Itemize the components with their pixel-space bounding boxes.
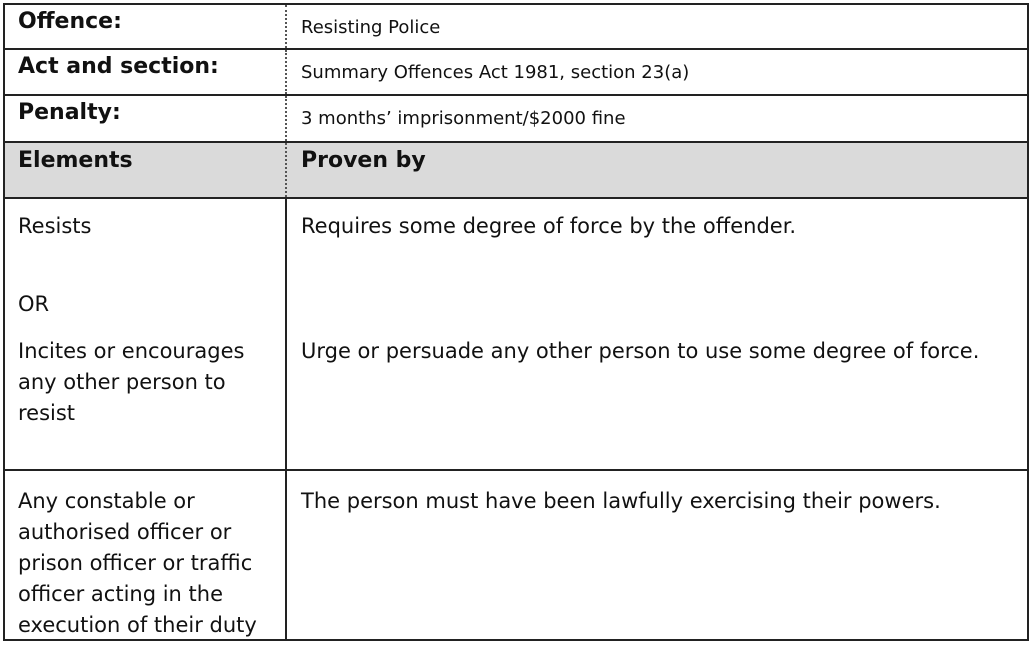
proven-by-header: Proven by (301, 148, 426, 173)
elements-header: Elements (18, 148, 133, 173)
offence-label-cell (5, 5, 287, 48)
incites-proof-text: Urge or persuade any other person to use some degree of force. (301, 339, 980, 363)
resists-proof-cell (287, 199, 1027, 469)
penalty-value: 3 months’ imprisonment/$2000 fine (301, 108, 626, 129)
or-text: OR (18, 292, 50, 316)
offence-table (3, 3, 1029, 641)
penalty-value-cell (287, 96, 1027, 141)
constable-proof-text: The person must have been lawfully exercising their powers. (301, 489, 941, 513)
elements-header-cell (5, 143, 287, 197)
resists-text: Resists (18, 214, 92, 238)
penalty-label: Penalty: (18, 100, 121, 125)
offence-row (5, 5, 1027, 50)
penalty-row (5, 96, 1027, 143)
constable-proof-cell (287, 471, 1027, 639)
constable-element-cell (5, 471, 287, 639)
act-value: Summary Offences Act 1981, section 23(a) (301, 62, 690, 83)
proven-by-header-cell (287, 143, 1027, 197)
act-value-cell (287, 50, 1027, 94)
act-label: Act and section: (18, 54, 219, 79)
constable-element-row (5, 471, 1027, 639)
offence-value: Resisting Police (301, 17, 441, 38)
table-header-row (5, 143, 1027, 199)
resists-proof-text: Requires some degree of force by the offender. (301, 214, 797, 238)
offence-value-cell (287, 5, 1027, 48)
resists-element-row (5, 199, 1027, 471)
act-row (5, 50, 1027, 96)
resists-element-cell (5, 199, 287, 469)
offence-label: Offence: (18, 9, 122, 34)
incites-text: Incites or encourages any other person to resist (18, 339, 245, 425)
penalty-label-cell (5, 96, 287, 141)
act-label-cell (5, 50, 287, 94)
constable-text: Any constable or authorised officer or prison officer or traffic officer acting in the execution of their duty (18, 489, 257, 637)
